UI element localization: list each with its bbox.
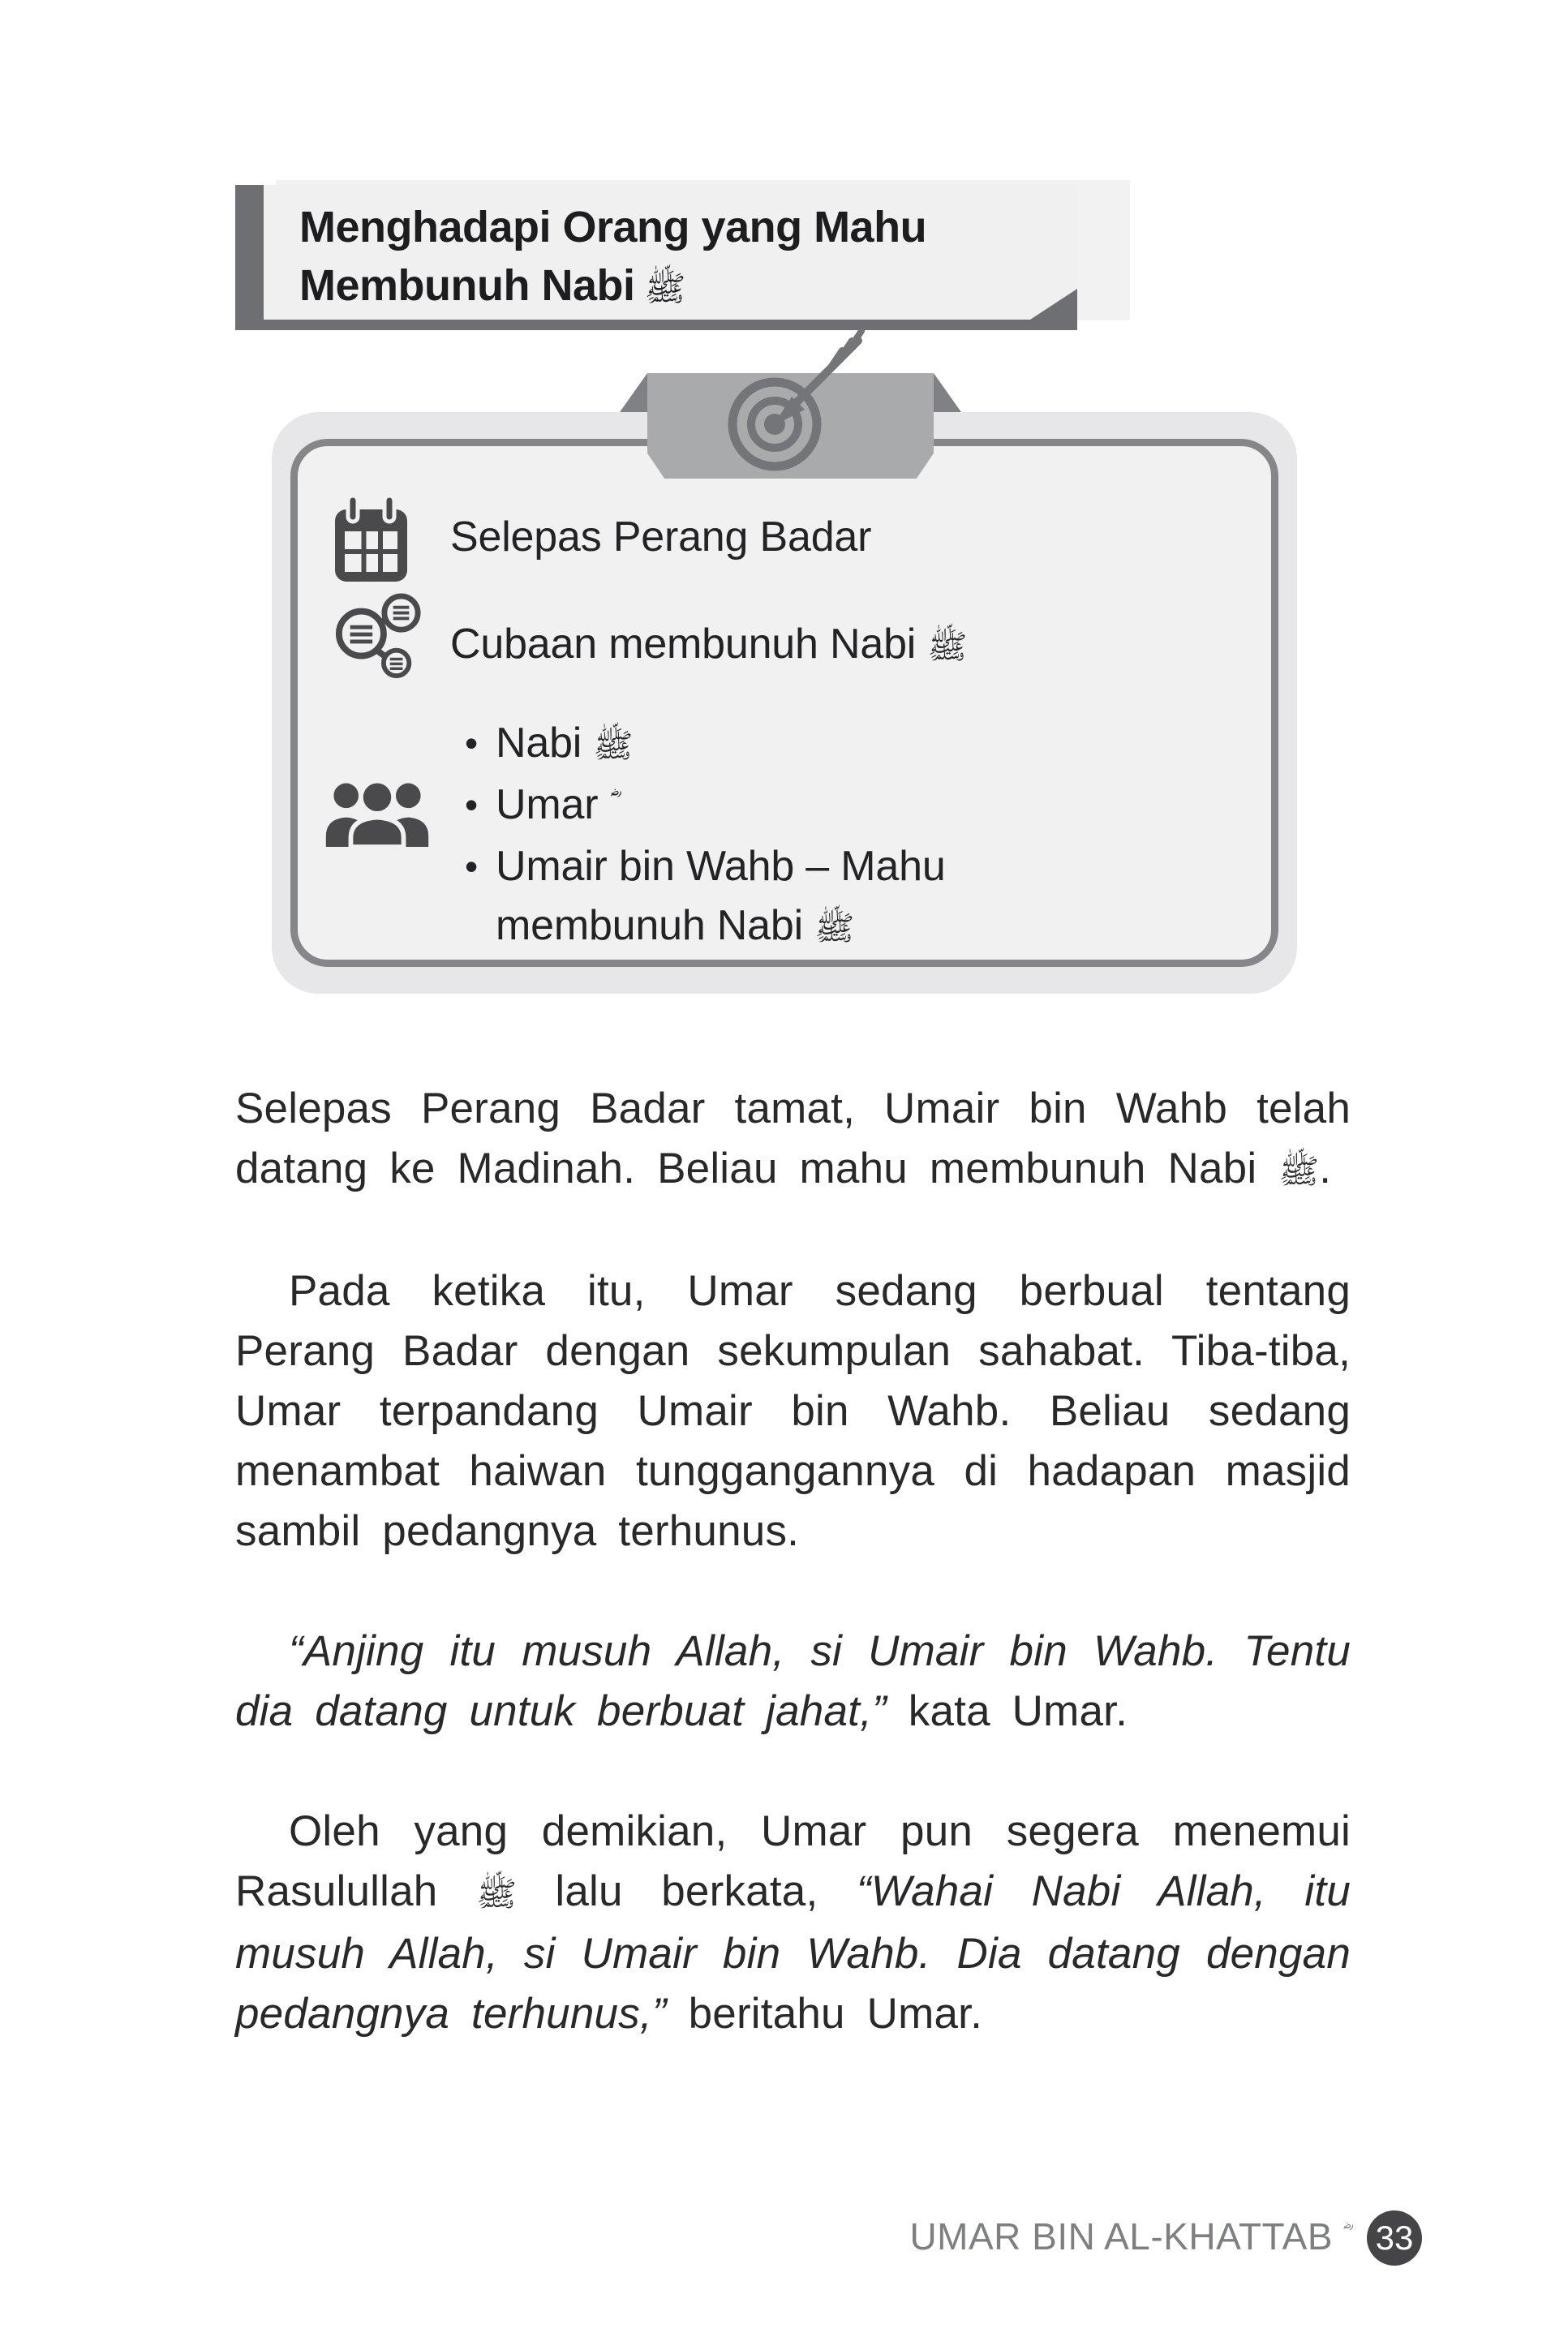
salawat-symbol: ﷺ <box>476 1875 517 1913</box>
bullet-marker: • <box>465 722 478 764</box>
list-item <box>465 837 1162 958</box>
chapter-header <box>235 180 1136 334</box>
chapter-header-shadow-box <box>235 185 1077 330</box>
salawat-symbol: ﷺ <box>814 909 855 947</box>
paragraph-3: “Anjing itu musuh Allah, si Umair bin Wahb. Tentu dia datang untuk berbuat jahat,” kata Umar. <box>235 1627 1351 1735</box>
target-arrow-icon <box>681 327 884 513</box>
page-number-badge: 33 <box>1367 2210 1422 2266</box>
list-item <box>465 714 1162 775</box>
chapter-title-line1: Menghadapi Orang yang Mahu <box>299 203 927 251</box>
paragraph-4: Oleh yang demikian, Umar pun segera menemui Rasulullah ﷺ lalu berkata, “Wahai Nabi Allah, itu musuh Allah, si Umair bin Wahb. Dia datang dengan pedangnya terhunus,” beritahu Umar. <box>235 1807 1351 2038</box>
chapter-header-face <box>264 185 1077 320</box>
summary-infobox <box>272 367 1297 994</box>
chapter-title-line2: Membunuh Nabi <box>299 261 635 310</box>
salawat-symbol: ﷺ <box>1278 1153 1320 1190</box>
paragraph-1: Selepas Perang Badar tamat, Umair bin Wahb telah datang ke Madinah. Beliau mahu membunuh Nabi ﷺ. <box>235 1085 1351 1192</box>
quote-umar-to-prophet: “Wahai Nabi Allah, itu musuh Allah, si Umair bin Wahb. Dia datang dengan pedangnya terhunus,” <box>235 1867 1351 2038</box>
when-label: Selepas Perang Badar <box>450 513 872 561</box>
infobox-what-text <box>450 618 967 672</box>
salawat-symbol: ﷺ <box>644 269 686 307</box>
bullet-marker: • <box>465 784 478 826</box>
paragraph-2: Pada ketika itu, Umar sedang berbual tentang Perang Badar dengan sekumpulan sahabat. Tiba-tiba, Umar terpandang Umair bin Wahb. Beliau sedang menambat haiwan tunggangannya di hadapan masjid sambil pedangnya terhunus. <box>235 1267 1351 1555</box>
people-icon <box>323 772 432 850</box>
person-umair: Umair bin Wahb – Mahu membunuh Nabi ﷺ <box>496 843 946 949</box>
calendar-icon <box>333 493 410 584</box>
quote-umar: “Anjing itu musuh Allah, si Umair bin Wahb. Tentu dia datang untuk berbuat jahat,” <box>235 1627 1351 1735</box>
ribbon-fold-left <box>620 373 647 412</box>
what-label: Cubaan membunuh Nabi <box>450 621 928 668</box>
body-text <box>235 1079 1351 2104</box>
running-title: UMAR BIN AL-KHATTAB <box>909 2215 1333 2258</box>
page-footer <box>909 2208 1422 2268</box>
chapter-title <box>299 198 1077 318</box>
infobox-people-list <box>465 714 1162 958</box>
infobox-when-text <box>450 511 871 563</box>
bullet-marker: • <box>465 845 478 887</box>
person-nabi: Nabi ﷺ <box>496 720 634 767</box>
list-item <box>465 775 1162 837</box>
salawat-symbol: ﷺ <box>593 727 634 764</box>
person-umar: Umar <box>496 781 610 828</box>
discussion-icon <box>331 592 427 681</box>
salawat-symbol: ﷺ <box>927 628 968 665</box>
ribbon-fold-right <box>934 373 961 412</box>
infobox-card-inner <box>290 439 1278 967</box>
